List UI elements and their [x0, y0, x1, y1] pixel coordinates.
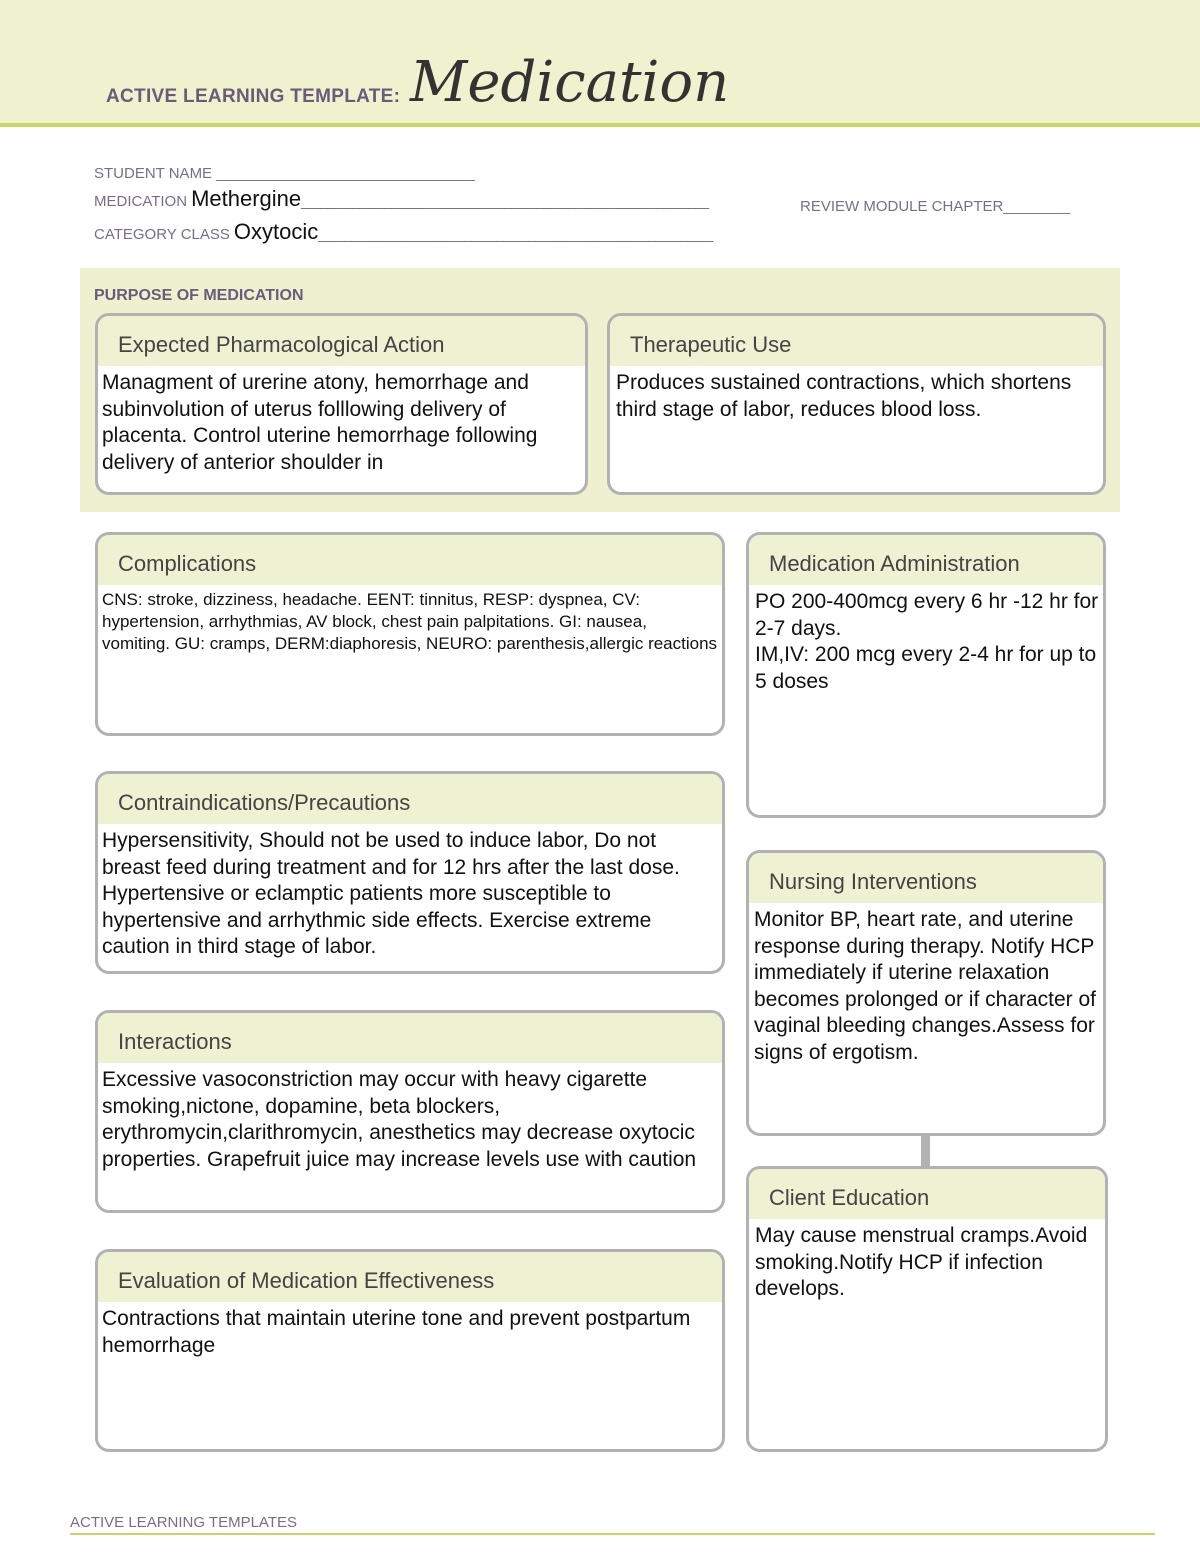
box-title: Therapeutic Use: [610, 316, 1103, 366]
category-value: Oxytocic: [233, 219, 319, 244]
medication-value: Methergine: [191, 186, 302, 211]
template-label: ACTIVE LEARNING TEMPLATE:: [106, 86, 401, 107]
box-body: Hypersensitivity, Should not be used to induce labor, Do not breast feed during treatment and for 12 hrs after the last dose. Hypertensive or eclamptic patients more susceptible to hypertensive and arrhythmic side effects. Exercise extreme caution in third stage of labor.: [102, 829, 680, 958]
review-line: ________: [1003, 198, 1071, 215]
box-body: Contractions that maintain uterine tone and prevent postpartum hemorrhage: [102, 1307, 691, 1357]
box-body: CNS: stroke, dizziness, headache. EENT: tinnitus, RESP: dyspnea, CV: hypertension, arrhythmias, AV block, chest pain palpitations. GI: nausea, vomiting. GU: cramps, DERM:diaphoresis, NEURO: parenthesis,allergic reactions: [102, 590, 718, 653]
review-module-field[interactable]: [800, 198, 1070, 215]
student-name-field[interactable]: [94, 165, 475, 182]
box-title: Complications: [98, 535, 722, 585]
box-body: Produces sustained contractions, which shortens third stage of labor, reduces blood loss.: [616, 371, 1072, 421]
box-title: Nursing Interventions: [749, 853, 1103, 903]
student-name-label: STUDENT NAME: [94, 165, 213, 182]
client-education-box: [746, 1166, 1108, 1452]
connector: [921, 1135, 930, 1167]
box-title: Expected Pharmacological Action: [98, 316, 585, 366]
medication-label: MEDICATION: [94, 193, 188, 210]
medication-line: ________________________________________________________________: [301, 193, 708, 210]
expected-action-box: [95, 313, 588, 495]
box-title: Medication Administration: [749, 535, 1103, 585]
box-title: Contraindications/Precautions: [98, 774, 722, 824]
box-title: Evaluation of Medication Effectiveness: [98, 1252, 722, 1302]
header-divider: [0, 123, 1200, 127]
category-label: CATEGORY CLASS: [94, 226, 230, 243]
interactions-box: [95, 1010, 725, 1213]
footer-label: ACTIVE LEARNING TEMPLATES: [70, 1514, 297, 1531]
box-body: PO 200-400mcg every 6 hr -12 hr for 2-7 days. IM,IV: 200 mcg every 2-4 hr for up to 5 doses: [755, 590, 1099, 693]
footer-divider: [70, 1533, 1155, 1535]
medication-field[interactable]: [94, 186, 707, 212]
box-title: Interactions: [98, 1013, 722, 1063]
category-field[interactable]: [94, 219, 711, 245]
box-body: Excessive vasoconstriction may occur with heavy cigarette smoking,nictone, dopamine, beta blockers, erythromycin,clarithromycin, anesthetics may decrease oxytocic properties. Grapefruit juice may increase levels use with caution: [102, 1068, 697, 1171]
box-body: Monitor BP, heart rate, and uterine response during therapy. Notify HCP immediately if uterine relaxation becomes prolonged or if character of vaginal bleeding changes.Assess for signs of ergotism.: [754, 908, 1097, 1064]
contraindications-box: [95, 771, 725, 974]
page-title: Medication: [410, 50, 730, 115]
student-name-line: _______________________________: [216, 165, 475, 182]
administration-box: [746, 532, 1106, 818]
category-line: ______________________________________________________________: [318, 226, 712, 243]
purpose-label: PURPOSE OF MEDICATION: [94, 287, 304, 304]
complications-box: [95, 532, 725, 736]
box-body: May cause menstrual cramps.Avoid smoking.Notify HCP if infection develops.: [755, 1224, 1088, 1300]
review-label: REVIEW MODULE CHAPTER: [800, 198, 1004, 215]
evaluation-box: [95, 1249, 725, 1452]
therapeutic-use-box: [607, 313, 1106, 495]
nursing-interventions-box: [746, 850, 1106, 1136]
box-body: Managment of urerine atony, hemorrhage and subinvolution of uterus folllowing delivery of placenta. Control uterine hemorrhage following delivery of anterior shoulder in: [102, 371, 538, 474]
box-title: Client Education: [749, 1169, 1105, 1219]
